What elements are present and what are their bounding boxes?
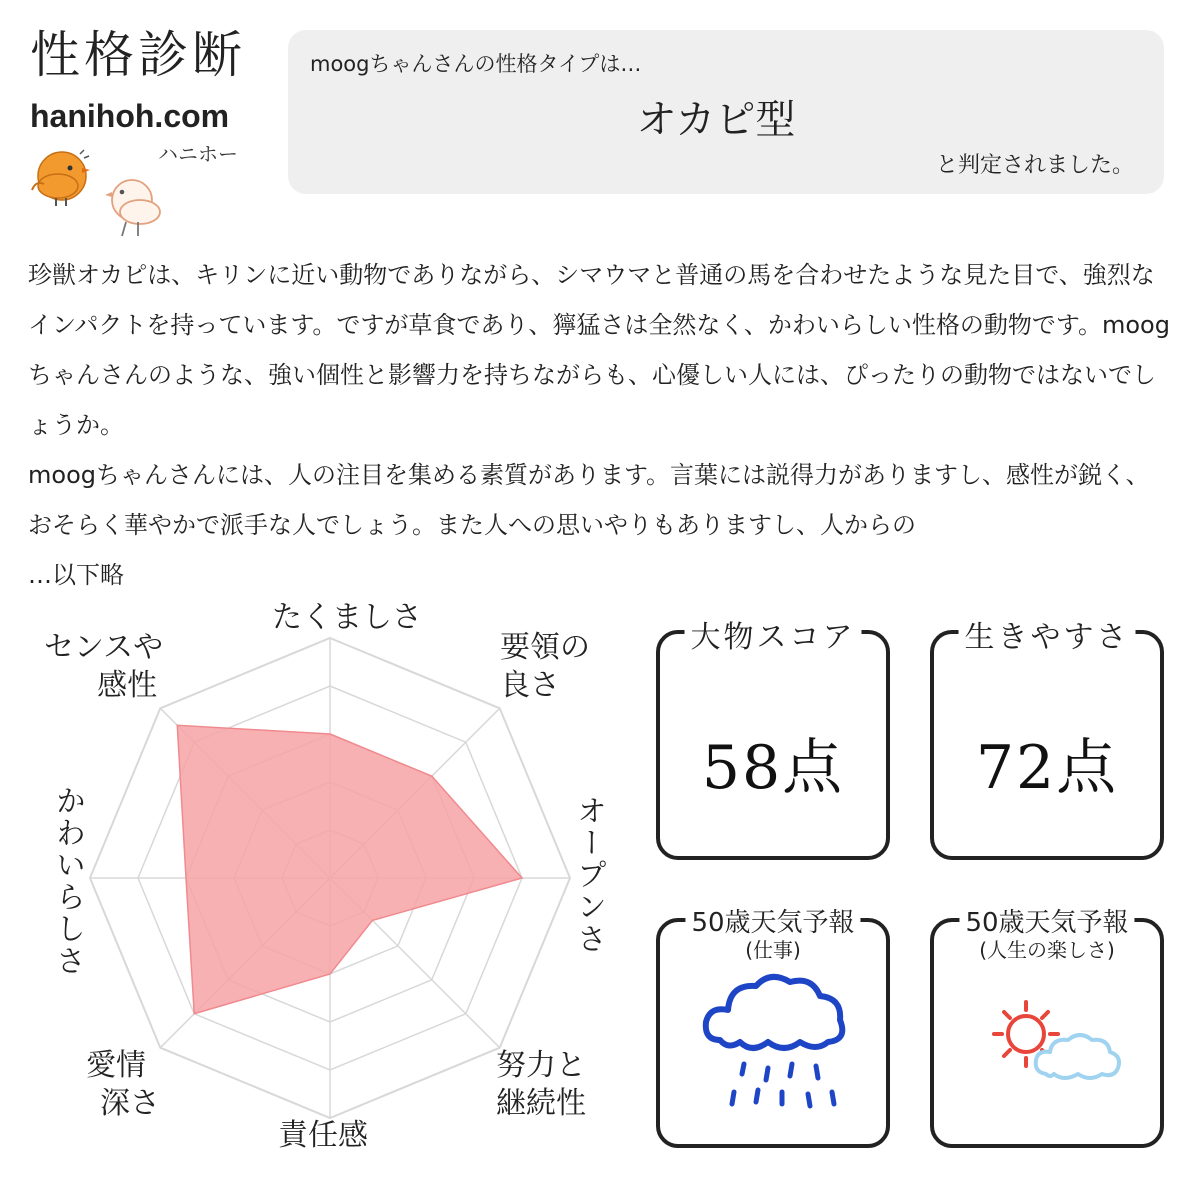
result-intro-text: moogちゃんさんの性格タイプは… (310, 52, 642, 76)
radar-label-tough: たくましさ (272, 600, 422, 635)
livability-score-card (930, 620, 1164, 860)
radar-label-cuteness: かわいらしさ (50, 785, 85, 977)
type-description (28, 250, 1173, 600)
description-ellipsis: …以下略 (28, 561, 124, 589)
radar-chart (0, 595, 640, 1195)
result-outro-text: と判定されました。 (935, 153, 1134, 178)
work-weather-title: 50歳天気予報 (685, 902, 860, 939)
life-weather-card (930, 908, 1164, 1148)
bigness-score-title: 大物スコア (685, 612, 862, 656)
radar-label-sense: センスや 感性 (44, 630, 164, 703)
site-domain: hanihoh.com (30, 98, 230, 134)
site-name-kana: ハニホー (158, 142, 238, 166)
radar-label-effort: 努力と 継続性 (496, 1048, 586, 1121)
work-weather-card (656, 908, 890, 1148)
radar-label-openness: オープンさ (571, 795, 606, 955)
chick-mascot-icon (22, 140, 172, 240)
sun-behind-cloud-icon (934, 922, 1160, 1144)
personality-type: オカピ型 (636, 97, 796, 143)
livability-score-title: 生きやすさ (959, 612, 1136, 656)
site-logo-title: 性格診断 (30, 26, 246, 84)
life-weather-subtitle: (人生の楽しさ) (979, 938, 1115, 962)
livability-score-value: 72点 (975, 733, 1119, 803)
bigness-score-card (656, 620, 890, 860)
radar-label-efficiency: 要領の 良さ (500, 630, 590, 703)
work-weather-subtitle: (仕事) (745, 938, 801, 962)
description-paragraph: 珍獣オカピは、キリンに近い動物でありながら、シマウマと普通の馬を合わせたような見た目で、強烈なインパクトを持っています。ですが草食であり、獰猛さは全然なく、かわいらしい性格の動物です。moogちゃんさんのような、強い個性と影響力を持ちながらも、心優しい人には、ぴったりの動物ではないでしょうか。 (28, 261, 1170, 439)
rain-cloud-icon (660, 922, 886, 1144)
result-banner (288, 30, 1164, 194)
radar-label-responsibility: 責任感 (278, 1118, 368, 1153)
radar-label-affection: 愛情 深さ (86, 1048, 160, 1121)
description-paragraph: moogちゃんさんには、人の注目を集める素質があります。言葉には説得力がありますし、感性が鋭く、おそらく華やかで派手な人でしょう。また人への思いやりもありますし、人からの (28, 461, 1150, 539)
life-weather-title: 50歳天気予報 (959, 902, 1134, 939)
radar-data-area (177, 725, 522, 1013)
bigness-score-value: 58点 (701, 733, 845, 803)
